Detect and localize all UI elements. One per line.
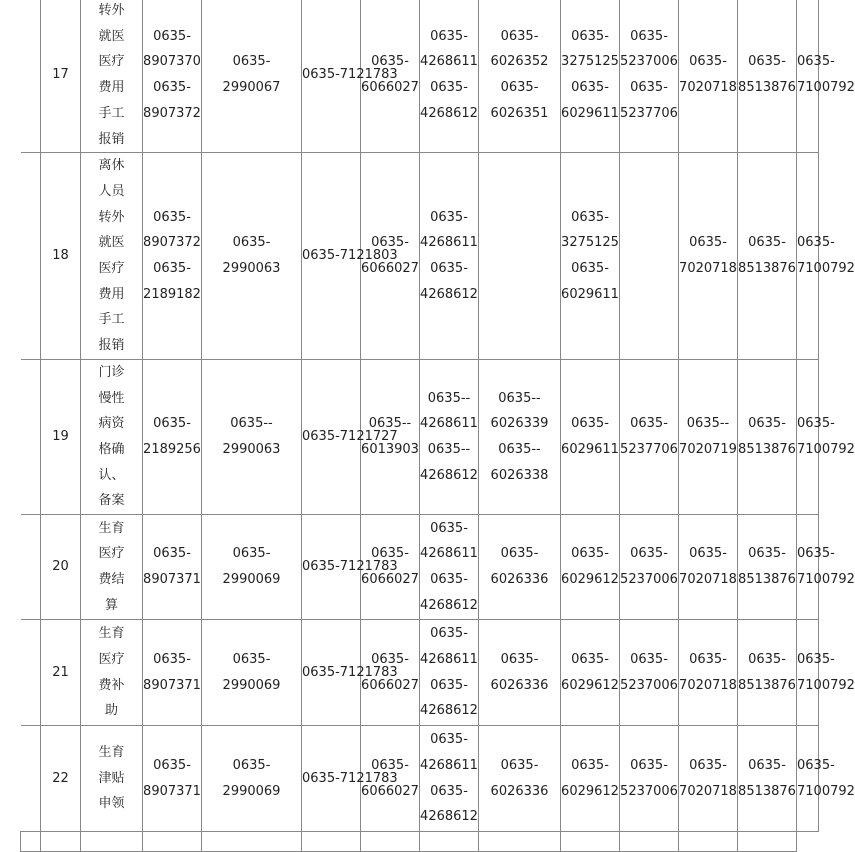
empty-cell [21, 832, 41, 852]
phone-number-line: 2990069 [222, 783, 281, 799]
empty-cell [479, 832, 561, 852]
phone-number-line: 8513876 [738, 677, 796, 693]
phone-number-line: 0635- [689, 651, 727, 667]
phone-cell [797, 359, 855, 514]
service-name-line: 费补 [98, 677, 125, 693]
edge-cell [21, 726, 41, 832]
phone-number-line: 6026352 [490, 54, 549, 70]
empty-cell [202, 832, 302, 852]
phone-cell [679, 620, 738, 726]
phone-cell [561, 0, 620, 153]
phone-number-line: 2990067 [222, 80, 281, 96]
phone-cell [202, 153, 302, 360]
service-name-line: 手工 [98, 105, 125, 121]
table-row [21, 153, 819, 360]
phone-number-line: 8513876 [738, 441, 796, 457]
service-name-line: 病资 [98, 416, 125, 432]
phone-number-line: 0635- [232, 235, 271, 251]
service-name-line: 费结 [98, 572, 125, 588]
phone-number-line: 0635- [430, 209, 468, 225]
phone-number-line: 0635- [430, 677, 468, 693]
phone-number-line: 0635- [689, 54, 727, 70]
empty-cell [561, 832, 620, 852]
phone-cell [479, 515, 561, 620]
phone-number-line: 6029612 [561, 677, 619, 693]
table-row [21, 359, 819, 514]
service-name-line: 离休 [98, 158, 125, 174]
phone-number-line: 0635- [748, 757, 786, 773]
phone-number-line: 8513876 [738, 783, 796, 799]
phone-cell [561, 620, 620, 726]
edge-cell [21, 515, 41, 620]
phone-cell [620, 726, 679, 832]
row-number: 18 [41, 153, 81, 360]
phone-number-line: 0635-- [368, 416, 412, 432]
phone-number-line: 0635- [571, 28, 609, 44]
phone-number-line: 4268611 [420, 651, 478, 667]
service-name-line: 算 [104, 597, 118, 613]
phone-number-line: 0635- [430, 28, 468, 44]
phone-number-line: 6026338 [490, 467, 549, 483]
service-name-line: 转外 [98, 3, 125, 18]
phone-number-line: 4268611 [420, 54, 478, 70]
phone-number-line: 6029612 [561, 572, 619, 588]
edge-cell [21, 0, 41, 153]
phone-number-line: 4268612 [420, 809, 478, 825]
empty-cell [81, 832, 143, 852]
phone-number-line: 8907371 [143, 677, 201, 693]
empty-cell [420, 832, 479, 852]
empty-cell [41, 832, 81, 852]
phone-number-line: 2990063 [222, 261, 281, 277]
phone-number-line: 0635- [571, 209, 609, 225]
phone-number-line: 4268612 [420, 597, 478, 613]
phone-number-line: 7100792 [797, 783, 855, 799]
phone-number-line: 0635- [630, 80, 668, 96]
phone-cell [420, 359, 479, 514]
phone-cell [679, 515, 738, 620]
phone-number-line: 6029611 [561, 286, 619, 302]
phone-cell [561, 515, 620, 620]
phone-cell [620, 359, 679, 514]
phone-cell [797, 726, 855, 832]
empty-cell [738, 832, 797, 852]
phone-cell [202, 620, 302, 726]
phone-number-line: 8513876 [738, 261, 796, 277]
edge-cell [21, 153, 41, 360]
phone-number-line: 4268612 [420, 105, 478, 121]
phone-number-line: 0635- [153, 416, 191, 432]
phone-number-line: 0635- [797, 54, 835, 70]
empty-cell [620, 832, 679, 852]
phone-number-line: 7020718 [679, 783, 737, 799]
service-name-cell [81, 726, 143, 832]
phone-number-line: 0635- [748, 416, 786, 432]
phone-number-line: 6029611 [561, 105, 619, 121]
phone-cell [679, 726, 738, 832]
phone-cell [361, 359, 420, 514]
row-number: 21 [41, 620, 81, 726]
phone-number-line: 0635- [630, 546, 668, 562]
phone-number-line: 0635-7121727 [302, 429, 398, 445]
phone-number-line: 4268611 [420, 757, 478, 773]
phone-cell [738, 0, 797, 153]
phone-number-line: 3275125 [561, 235, 619, 251]
phone-directory-table [20, 0, 855, 852]
phone-number-line: 2990063 [222, 441, 281, 457]
phone-number-line: 2990069 [222, 677, 281, 693]
phone-number-line: 0635- [797, 651, 835, 667]
phone-number-line: 4268611 [420, 546, 478, 562]
phone-number-line: 0635- [630, 416, 668, 432]
phone-number-line: 0635- [500, 651, 539, 667]
phone-number-line: 4268611 [420, 235, 478, 251]
phone-cell [679, 0, 738, 153]
service-name-line: 认、 [98, 467, 125, 483]
phone-number-line: 6066027 [361, 261, 419, 277]
service-name-line: 备案 [98, 493, 125, 509]
phone-number-line: 4268612 [420, 703, 478, 719]
phone-number-line: 6066027 [361, 677, 419, 693]
phone-number-line: 0635-- [427, 441, 471, 457]
phone-cell [479, 0, 561, 153]
phone-cell [620, 153, 679, 360]
phone-cell [738, 515, 797, 620]
phone-number-line: 0635- [371, 54, 409, 70]
service-name-line: 医疗 [98, 651, 125, 667]
phone-number-line: 0635- [430, 572, 468, 588]
phone-cell [361, 515, 420, 620]
row-number: 19 [41, 359, 81, 514]
phone-number-line: 0635- [571, 416, 609, 432]
phone-number-line: 0635- [232, 651, 271, 667]
phone-number-line: 0635- [571, 651, 609, 667]
service-name-line: 人员 [98, 183, 125, 199]
phone-number-line: 0635-7121783 [302, 559, 398, 575]
phone-number-line: 0635-- [686, 416, 730, 432]
phone-cell [420, 726, 479, 832]
phone-number-line: 8907371 [143, 572, 201, 588]
phone-number-line: 0635-7121783 [302, 770, 398, 786]
phone-cell [420, 620, 479, 726]
phone-number-line: 0635- [797, 235, 835, 251]
phone-number-line: 0635- [500, 80, 539, 96]
phone-number-line: 0635- [571, 757, 609, 773]
phone-number-line: 7020718 [679, 677, 737, 693]
phone-cell [143, 620, 202, 726]
phone-number-line: 0635-7121803 [302, 248, 398, 264]
phone-number-line: 6029612 [561, 783, 619, 799]
phone-cell [420, 0, 479, 153]
service-name-line: 助 [104, 703, 118, 719]
phone-number-line: 6026351 [490, 105, 549, 121]
phone-number-line: 6026336 [490, 572, 549, 588]
phone-number-line: 0635- [430, 520, 468, 536]
table-row-partial [21, 832, 819, 852]
phone-number-line: 7100792 [797, 261, 855, 277]
phone-number-line: 0635- [689, 546, 727, 562]
phone-cell [143, 153, 202, 360]
phone-cell [361, 726, 420, 832]
service-name-line: 生育 [98, 520, 125, 536]
empty-cell [361, 832, 420, 852]
phone-cell [479, 359, 561, 514]
phone-number-line: 0635- [232, 757, 271, 773]
service-name-line: 申领 [98, 796, 125, 812]
phone-number-line: 4268612 [420, 286, 478, 302]
service-name-line: 就医 [98, 28, 125, 44]
phone-cell [561, 726, 620, 832]
phone-number-line: 5237006 [620, 54, 678, 70]
phone-cell [420, 153, 479, 360]
phone-number-line: 3275125 [561, 54, 619, 70]
phone-number-line: 0635- [371, 235, 409, 251]
phone-cell [143, 0, 202, 153]
phone-number-line: 6026339 [490, 416, 549, 432]
phone-number-line: 5237006 [620, 572, 678, 588]
phone-cell [797, 620, 855, 726]
phone-number-line: 0635- [371, 651, 409, 667]
phone-number-line: 7020718 [679, 80, 737, 96]
phone-number-line: 0635- [571, 261, 609, 277]
phone-number-line: 0635-- [230, 416, 273, 432]
phone-cell [361, 153, 420, 360]
phone-number-line: 0635- [500, 546, 539, 562]
phone-number-line: 0635- [689, 235, 727, 251]
phone-number-line: 0635- [430, 80, 468, 96]
phone-number-line: 0635- [630, 28, 668, 44]
phone-cell [797, 515, 855, 620]
phone-number-line: 8907370 [143, 54, 201, 70]
edge-cell [21, 620, 41, 726]
service-name-line: 医疗 [98, 54, 125, 70]
phone-number-line: 7020718 [679, 261, 737, 277]
phone-cell [561, 359, 620, 514]
phone-cell [479, 153, 561, 360]
phone-number-line: 0635- [153, 757, 191, 773]
phone-number-line: 0635- [430, 783, 468, 799]
edge-cell [21, 359, 41, 514]
phone-number-line: 7020718 [679, 572, 737, 588]
service-name-line: 转外 [98, 209, 125, 225]
service-name-line: 慢性 [98, 390, 125, 406]
phone-number-line: 0635- [153, 546, 191, 562]
phone-number-line: 0635- [630, 651, 668, 667]
phone-number-line: 0635- [500, 757, 539, 773]
empty-cell [679, 832, 738, 852]
phone-number-line: 8907372 [143, 105, 201, 121]
service-name-line: 报销 [98, 131, 125, 147]
service-name-line: 费用 [98, 80, 125, 96]
service-name-line: 津贴 [98, 770, 125, 786]
phone-cell [738, 620, 797, 726]
phone-number-line: 0635- [371, 546, 409, 562]
service-name-line: 门诊 [98, 364, 125, 380]
service-name-cell [81, 0, 143, 153]
phone-number-line: 7100792 [797, 572, 855, 588]
phone-number-line: 0635- [797, 546, 835, 562]
table-row [21, 515, 819, 620]
service-name-line: 手工 [98, 312, 125, 328]
phone-number-line: 6013903 [361, 441, 419, 457]
phone-cell [420, 515, 479, 620]
phone-number-line: 0635- [748, 54, 786, 70]
table-body [21, 0, 855, 852]
phone-cell [143, 515, 202, 620]
service-name-cell [81, 153, 143, 360]
phone-number-line: 6026336 [490, 677, 549, 693]
phone-number-line: 0635-7121783 [302, 67, 398, 83]
phone-number-line: 0635- [371, 757, 409, 773]
phone-cell [479, 620, 561, 726]
row-number: 22 [41, 726, 81, 832]
phone-cell [202, 0, 302, 153]
phone-number-line: 0635- [797, 416, 835, 432]
phone-cell [738, 726, 797, 832]
phone-number-line: 0635- [153, 261, 191, 277]
phone-cell [202, 515, 302, 620]
table-row [21, 726, 819, 832]
phone-number-line: 2189182 [143, 286, 201, 302]
phone-number-line: 8907372 [143, 235, 201, 251]
phone-cell [143, 359, 202, 514]
phone-cell [620, 0, 679, 153]
phone-number-line: 7100792 [797, 80, 855, 96]
phone-number-line: 2990069 [222, 572, 281, 588]
phone-cell [679, 359, 738, 514]
phone-number-line: 0635- [630, 757, 668, 773]
service-name-line: 就医 [98, 235, 125, 251]
phone-number-line: 0635- [571, 80, 609, 96]
service-name-line: 费用 [98, 286, 125, 302]
empty-cell [302, 832, 361, 852]
phone-cell [738, 359, 797, 514]
service-name-line: 医疗 [98, 546, 125, 562]
table-row [21, 0, 819, 153]
phone-number-line: 0635- [153, 651, 191, 667]
phone-number-line: 6029611 [561, 441, 619, 457]
phone-cell [479, 726, 561, 832]
phone-number-line: 2189256 [143, 441, 201, 457]
phone-number-line: 0635- [153, 80, 191, 96]
phone-number-line: 0635- [748, 651, 786, 667]
phone-number-line: 0635- [797, 757, 835, 773]
phone-number-line: 0635- [232, 54, 271, 70]
phone-number-line: 0635-- [498, 441, 541, 457]
phone-cell [797, 153, 855, 360]
phone-number-line: 0635- [748, 235, 786, 251]
phone-number-line: 6066027 [361, 783, 419, 799]
phone-cell [561, 153, 620, 360]
service-name-line: 医疗 [98, 261, 125, 277]
phone-cell [361, 0, 420, 153]
phone-number-line: 0635- [153, 209, 191, 225]
empty-cell [143, 832, 202, 852]
phone-number-line: 7100792 [797, 441, 855, 457]
phone-number-line: 5237006 [620, 677, 678, 693]
phone-cell [202, 726, 302, 832]
phone-number-line: 0635- [430, 261, 468, 277]
service-name-cell [81, 515, 143, 620]
phone-number-line: 0635- [430, 626, 468, 642]
phone-number-line: 7100792 [797, 677, 855, 693]
phone-number-line: 0635- [689, 757, 727, 773]
phone-number-line: 0635- [500, 28, 539, 44]
phone-number-line: 0635-- [427, 390, 471, 406]
service-name-cell [81, 359, 143, 514]
row-number: 20 [41, 515, 81, 620]
table-row [21, 620, 819, 726]
phone-number-line: 4268611 [420, 416, 478, 432]
phone-cell [738, 153, 797, 360]
phone-number-line: 0635-- [498, 390, 541, 406]
phone-number-line: 0635- [232, 546, 271, 562]
phone-number-line: 0635- [571, 546, 609, 562]
service-name-cell [81, 620, 143, 726]
phone-number-line: 6066027 [361, 80, 419, 96]
phone-number-line: 0635-7121783 [302, 664, 398, 680]
phone-number-line: 6026336 [490, 783, 549, 799]
phone-number-line: 5237706 [620, 105, 678, 121]
phone-number-line: 5237706 [620, 441, 678, 457]
service-name-line: 格确 [98, 441, 125, 457]
phone-number-line: 7020719 [679, 441, 737, 457]
phone-number-line: 0635- [748, 546, 786, 562]
phone-cell [620, 620, 679, 726]
phone-number-line: 4268612 [420, 467, 478, 483]
phone-cell [143, 726, 202, 832]
phone-cell [202, 359, 302, 514]
phone-number-line: 0635- [430, 732, 468, 748]
phone-cell [361, 620, 420, 726]
phone-cell [620, 515, 679, 620]
phone-number-line: 8513876 [738, 80, 796, 96]
phone-number-line: 8513876 [738, 572, 796, 588]
row-number: 17 [41, 0, 81, 153]
service-name-line: 生育 [98, 626, 125, 642]
phone-number-line: 6066027 [361, 572, 419, 588]
phone-cell [679, 153, 738, 360]
phone-number-line: 8907371 [143, 783, 201, 799]
phone-number-line: 0635- [153, 28, 191, 44]
service-name-line: 报销 [98, 338, 125, 354]
phone-number-line: 5237006 [620, 783, 678, 799]
service-name-line: 生育 [98, 745, 125, 760]
phone-cell [797, 0, 855, 153]
